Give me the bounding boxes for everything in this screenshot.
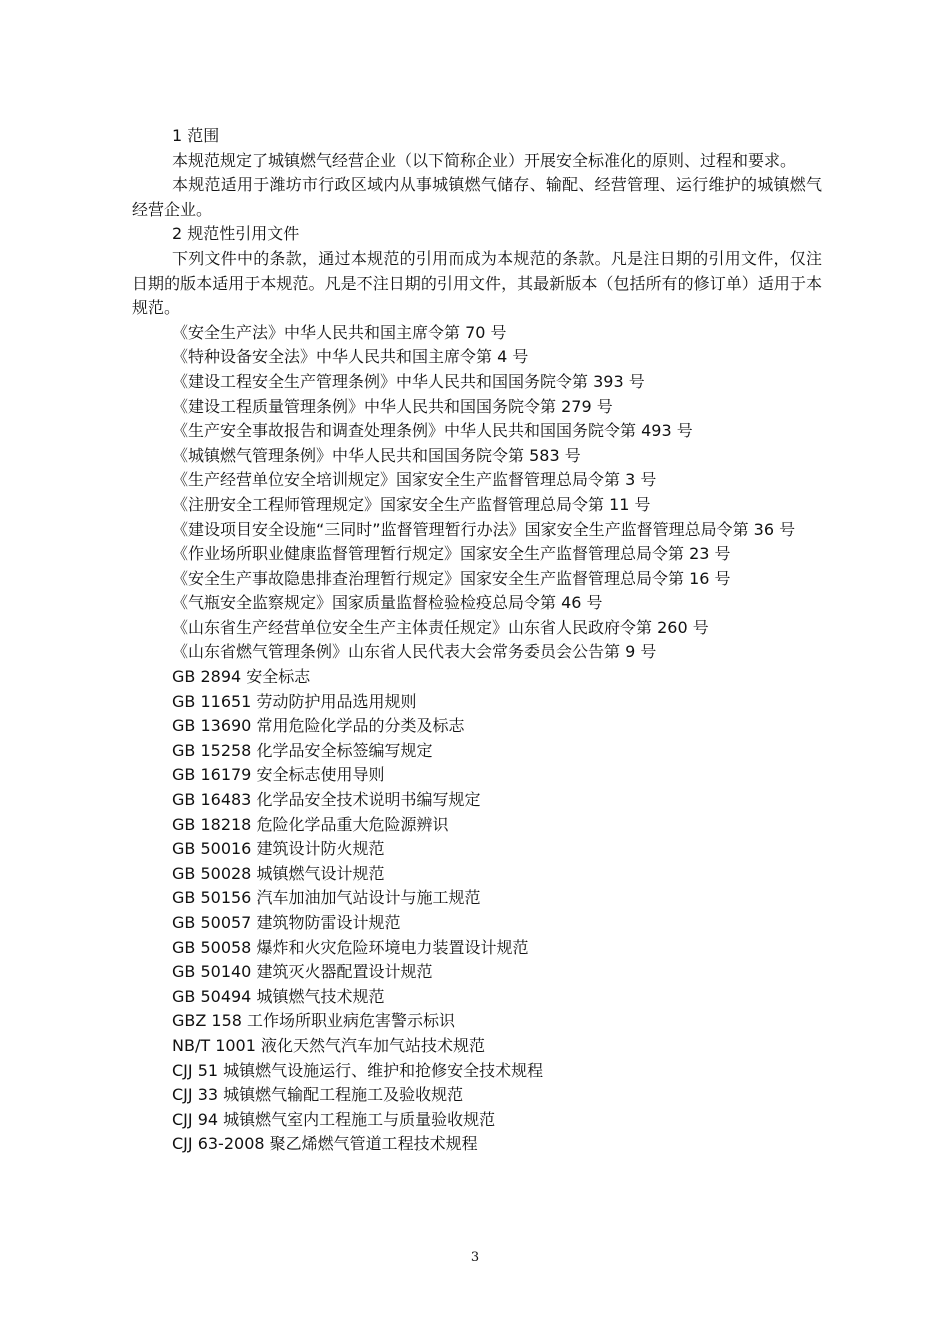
page-number: 3 <box>470 1250 480 1265</box>
standard-reference: GB 50156 汽车加油加气站设计与施工规范 <box>172 888 481 908</box>
law-reference: 《作业场所职业健康监督管理暂行规定》国家安全生产监督管理总局令第 23 号 <box>172 544 731 564</box>
law-reference: 《特种设备安全法》中华人民共和国主席令第 4 号 <box>172 347 529 367</box>
standard-reference: GB 50058 爆炸和火灾危险环境电力装置设计规范 <box>172 937 529 957</box>
law-reference: 《建设项目安全设施“三同时”监督管理暂行办法》国家安全生产监督管理总局令第 36 号 <box>172 519 796 539</box>
law-reference: 《生产安全事故报告和调查处理条例》中华人民共和国国务院令第 493 号 <box>172 421 693 441</box>
standard-reference: CJJ 33 城镇燃气输配工程施工及验收规范 <box>172 1085 464 1105</box>
law-reference: 《注册安全工程师管理规定》国家安全生产监督管理总局令第 11 号 <box>172 494 651 514</box>
standard-reference: GB 18218 危险化学品重大危险源辨识 <box>172 814 449 834</box>
standard-reference: GB 50057 建筑物防雷设计规范 <box>172 913 401 932</box>
law-reference: 《建设工程安全生产管理条例》中华人民共和国国务院令第 393 号 <box>172 371 645 391</box>
standard-reference: CJJ 51 城镇燃气设施运行、维护和抢修安全技术规程 <box>172 1060 544 1080</box>
law-reference: 《生产经营单位安全培训规定》国家安全生产监督管理总局令第 3 号 <box>172 470 657 490</box>
standard-reference: GB 11651 劳动防护用品选用规则 <box>172 691 417 711</box>
law-reference: 《安全生产事故隐患排查治理暂行规定》国家安全生产监督管理总局令第 16 号 <box>172 568 731 588</box>
standard-reference: GB 2894 安全标志 <box>172 667 311 687</box>
scope-paragraph: 本规范规定了城镇燃气经营企业（以下简称企业）开展安全标准化的原则、过程和要求。 <box>172 150 797 170</box>
section-heading-references: 2 规范性引用文件 <box>172 224 300 244</box>
references-intro: 下列文件中的条款，通过本规范的引用而成为本规范的条款。凡是注日期的引用文件，仅注日期的版本适用于本规范。凡是不注日期的引用文件，其最新版本（包括所有的修订单）适用于本规范。 <box>132 248 822 318</box>
standard-reference: GB 16179 安全标志使用导则 <box>172 765 385 785</box>
standard-reference: CJJ 63-2008 聚乙烯燃气管道工程技术规程 <box>172 1134 478 1154</box>
standard-reference: GB 50028 城镇燃气设计规范 <box>172 863 385 883</box>
law-reference: 《建设工程质量管理条例》中华人民共和国国务院令第 279 号 <box>172 396 613 416</box>
section-heading-scope: 1 范围 <box>172 126 220 145</box>
scope-paragraph: 本规范适用于潍坊市行政区域内从事城镇燃气储存、输配、经营管理、运行维护的城镇燃气经营企业。 <box>132 175 822 219</box>
standard-reference: GB 50140 建筑灭火器配置设计规范 <box>172 962 433 982</box>
standard-reference: GBZ 158 工作场所职业病危害警示标识 <box>172 1011 456 1031</box>
law-reference: 《山东省生产经营单位安全生产主体责任规定》山东省人民政府令第 260 号 <box>172 617 709 637</box>
standard-reference: GB 50016 建筑设计防火规范 <box>172 839 385 859</box>
standard-reference: GB 16483 化学品安全技术说明书编写规定 <box>172 790 481 810</box>
law-reference: 《安全生产法》中华人民共和国主席令第 70 号 <box>172 322 507 342</box>
law-reference: 《气瓶安全监察规定》国家质量监督检验检疫总局令第 46 号 <box>172 593 603 613</box>
law-reference: 《山东省燃气管理条例》山东省人民代表大会常务委员会公告第 9 号 <box>172 642 657 662</box>
law-reference: 《城镇燃气管理条例》中华人民共和国国务院令第 583 号 <box>172 445 581 465</box>
standard-reference: CJJ 94 城镇燃气室内工程施工与质量验收规范 <box>172 1109 496 1129</box>
page-content <box>132 124 822 1157</box>
standard-reference: GB 13690 常用危险化学品的分类及标志 <box>172 716 465 736</box>
standard-reference: NB/T 1001 液化天然气汽车加气站技术规范 <box>172 1035 486 1055</box>
standard-reference: GB 15258 化学品安全标签编写规定 <box>172 740 433 760</box>
standard-reference: GB 50494 城镇燃气技术规范 <box>172 986 385 1006</box>
